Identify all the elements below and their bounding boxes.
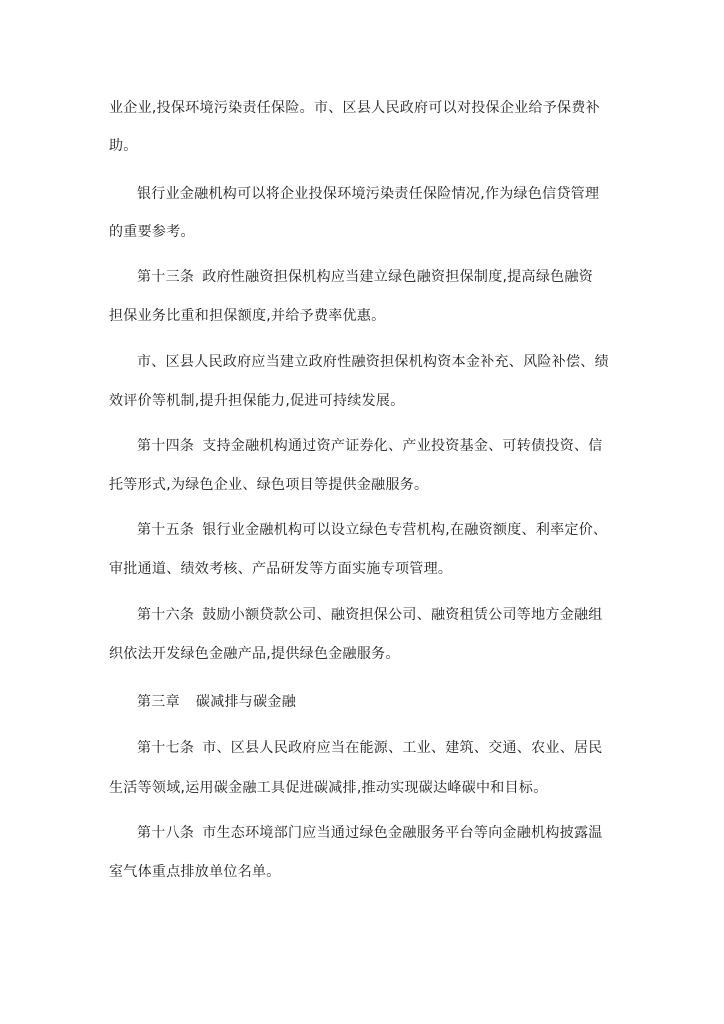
paragraph-line: 的重要参考。 xyxy=(109,224,195,240)
article-number: 第十七条 xyxy=(137,740,195,756)
paragraph-line: 审批通道、绩效考核、产品研发等方面实施专项管理。 xyxy=(109,561,453,577)
chapter-number: 第三章 xyxy=(137,694,180,710)
article-number: 第十六条 xyxy=(137,607,195,623)
article-first-line xyxy=(137,736,617,760)
article-text: 银行业金融机构可以设立绿色专营机构,在融资额度、利率定价、 xyxy=(202,522,608,538)
article-first-line xyxy=(137,821,617,845)
article-number: 第十五条 xyxy=(137,522,195,538)
article-text: 市生态环境部门应当通过绿色金融服务平台等向金融机构披露温 xyxy=(202,825,603,841)
article-first-line xyxy=(137,603,617,627)
paragraph-line: 托等形式,为绿色企业、绿色项目等提供金融服务。 xyxy=(109,477,429,493)
paragraph-line: 生活等领域,运用碳金融工具促进碳减排,推动实现碳达峰碳中和目标。 xyxy=(109,780,548,796)
chapter-title: 碳减排与碳金融 xyxy=(195,694,297,710)
paragraph-line: 助。 xyxy=(109,138,138,154)
article-number: 第十四条 xyxy=(137,438,195,454)
article-number: 第十八条 xyxy=(137,825,195,841)
chapter-heading-line xyxy=(137,690,617,714)
article-text: 政府性融资担保机构应当建立绿色融资担保制度,提高绿色融资 xyxy=(202,269,594,285)
paragraph-line: 银行业金融机构可以将企业投保环境污染责任保险情况,作为绿色信贷管理 xyxy=(137,186,600,202)
article-text: 市、区县人民政府应当在能源、工业、建筑、交通、农业、居民 xyxy=(202,740,603,756)
article-first-line xyxy=(137,518,617,542)
article-first-line xyxy=(137,265,617,289)
paragraph-line: 业企业,投保环境污染责任保险。市、区县人民政府可以对投保企业给予保费补 xyxy=(109,100,600,116)
article-number: 第十三条 xyxy=(137,269,195,285)
paragraph-line: 市、区县人民政府应当建立政府性融资担保机构资本金补充、风险补偿、绩 xyxy=(137,354,609,370)
article-text: 支持金融机构通过资产证券化、产业投资基金、可转债投资、信 xyxy=(202,438,603,454)
article-first-line xyxy=(137,434,617,458)
article-text: 鼓励小额贷款公司、融资担保公司、融资租赁公司等地方金融组 xyxy=(202,607,603,623)
paragraph-line: 效评价等机制,提升担保能力,促进可持续发展。 xyxy=(109,393,405,409)
paragraph-line: 室气体重点排放单位名单。 xyxy=(109,864,281,880)
paragraph-line: 担保业务比重和担保额度,并给予费率优惠。 xyxy=(109,308,386,324)
paragraph-line: 织依法开发绿色金融产品,提供绿色金融服务。 xyxy=(109,646,400,662)
